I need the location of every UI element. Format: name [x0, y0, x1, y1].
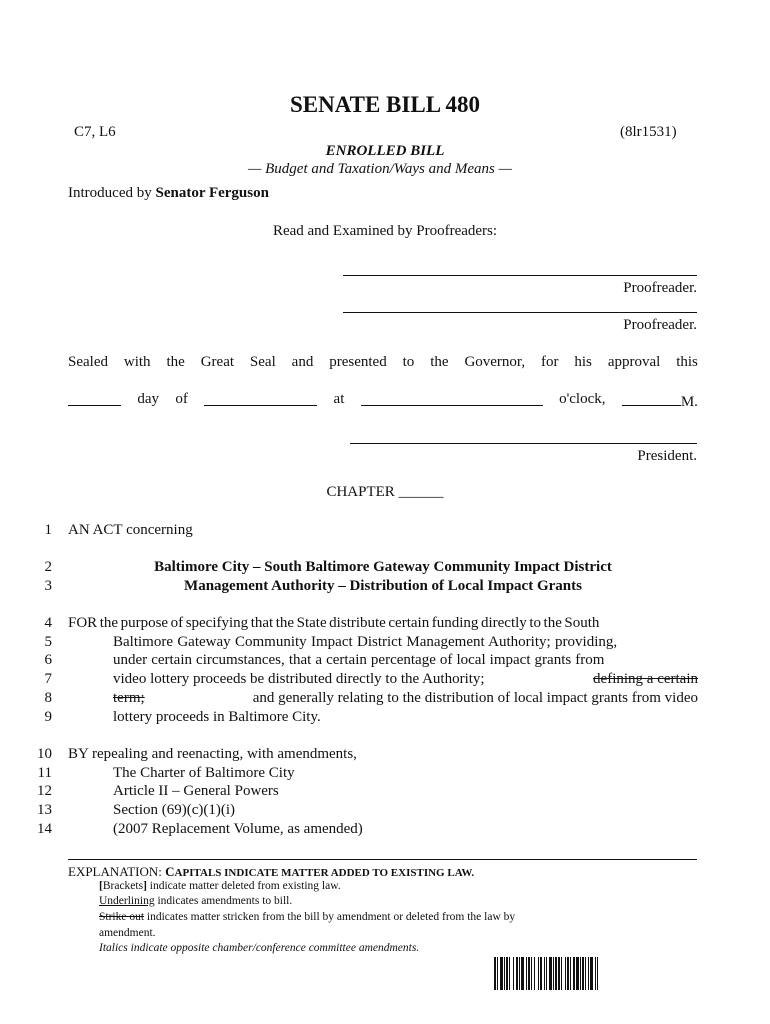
barcode-bar	[590, 957, 593, 990]
line-number: 5	[44, 634, 52, 650]
strike-word: Strike out	[99, 911, 145, 923]
sealed-word: Seal	[249, 354, 276, 370]
barcode-bar	[546, 957, 547, 990]
at-word: at	[333, 391, 345, 407]
sealed-line	[68, 354, 698, 371]
read-examined-text: Read and Examined by Proofreaders:	[272, 223, 498, 239]
capitals-rest: APITALS INDICATE MATTER ADDED TO EXISTING LAW.	[174, 867, 475, 879]
line-number: 7	[44, 671, 52, 687]
explanation-underlining	[99, 895, 292, 907]
time-blank	[361, 391, 543, 406]
barcode-bar	[497, 957, 498, 990]
article-line: Article II – General Powers	[113, 783, 279, 799]
purpose-line-7	[113, 671, 698, 688]
proofreader-1-line	[343, 275, 697, 276]
committee-line: — Budget and Taxation/Ways and Means —	[248, 161, 512, 177]
line-number: 6	[44, 652, 52, 668]
stricken-text: term;	[113, 690, 145, 706]
barcode-bar	[570, 957, 571, 990]
sealed-word: Great	[200, 354, 235, 370]
explanation-divider	[68, 859, 697, 860]
meridiem-suffix: M.	[680, 394, 698, 410]
strike-rest: indicates matter stricken from the bill by amendment or deleted from the law by	[144, 911, 516, 923]
barcode-bar	[540, 957, 542, 990]
sealed-word: and	[291, 354, 314, 370]
barcode-bar	[576, 957, 579, 990]
barcode-bar	[567, 957, 569, 990]
meridiem-field	[622, 391, 698, 411]
purpose-line-4: FOR the purpose of specifying that the State distribute certain funding directly to the South	[68, 615, 600, 631]
sealed-word: for	[540, 354, 559, 370]
date-time-line	[68, 391, 698, 411]
barcode-bar	[561, 957, 562, 990]
sealed-word: presented	[329, 354, 387, 370]
barcode-bar	[588, 957, 589, 990]
sealed-word: this	[676, 354, 698, 370]
line-number: 12	[37, 783, 52, 799]
subject-code: C7, L6	[74, 124, 116, 140]
purpose-line-9: lottery proceeds in Baltimore City.	[113, 709, 321, 725]
explanation-strike	[99, 911, 515, 923]
purpose-line-6: under certain circumstances, that a certain percentage of local impact grants from	[113, 652, 605, 668]
barcode-bar	[528, 957, 530, 990]
underlining-rest: indicates amendments to bill.	[154, 895, 293, 907]
sealed-word: Governor,	[464, 354, 526, 370]
sealed-word: Sealed	[68, 354, 108, 370]
day-word: day	[137, 391, 160, 407]
section-line: Section (69)(c)(1)(i)	[113, 802, 236, 818]
underlining-word: Underlining	[99, 895, 155, 907]
introduced-prefix: Introduced by	[68, 185, 152, 201]
bill-subject-line-2: Management Authority – Distribution of Local Impact Grants	[184, 578, 582, 594]
line-number: 4	[44, 615, 52, 631]
president-label: President.	[637, 448, 697, 464]
barcode-bar	[500, 957, 503, 990]
bracket-close: ]	[143, 880, 147, 892]
barcode-bar	[573, 957, 575, 990]
bill-title: SENATE BILL 480	[289, 92, 481, 117]
of-word: of	[175, 391, 188, 407]
barcode-bar	[534, 957, 535, 990]
line-number: 3	[44, 578, 52, 594]
chapter-line: CHAPTER ______	[326, 484, 444, 500]
barcode-bar	[597, 957, 598, 990]
line-number: 14	[37, 821, 52, 837]
barcode-bar	[516, 957, 518, 990]
capitals-initial: C	[165, 864, 175, 879]
proofreader-1-label: Proofreader.	[623, 280, 697, 296]
bill-type: ENROLLED BILL	[325, 143, 445, 159]
barcode-bar	[549, 957, 552, 990]
explanation-brackets	[99, 880, 341, 892]
bill-subject-line-1: Baltimore City – South Baltimore Gateway Community Impact District	[154, 559, 612, 575]
line-number: 10	[37, 746, 52, 762]
stricken-text: defining a certain	[593, 671, 698, 687]
barcode-bar	[582, 957, 584, 990]
drafting-code: (8lr1531)	[620, 124, 677, 140]
barcode	[494, 957, 680, 990]
day-number-blank	[68, 391, 121, 406]
brackets-rest: indicate matter deleted from existing law.	[146, 880, 341, 892]
purpose-line-7-text: video lottery proceeds be distributed directly to the Authority;	[113, 671, 485, 687]
barcode-bar	[585, 957, 586, 990]
oclock-word: o'clock,	[559, 391, 606, 407]
barcode-bar	[544, 957, 545, 990]
sealed-word: the	[430, 354, 449, 370]
proofreader-2-label: Proofreader.	[623, 317, 697, 333]
barcode-bar	[558, 957, 560, 990]
line-number: 13	[37, 802, 52, 818]
president-line	[350, 443, 697, 444]
barcode-bar	[494, 957, 496, 990]
barcode-bar	[580, 957, 581, 990]
barcode-bar	[504, 957, 505, 990]
brackets-word: Brackets	[102, 880, 144, 892]
sealed-word: the	[166, 354, 185, 370]
explanation-label: EXPLANATION:	[68, 864, 162, 879]
explanation-capitals	[68, 864, 474, 880]
sealed-word: to	[402, 354, 415, 370]
barcode-bar	[506, 957, 508, 990]
introduced-by	[68, 185, 269, 202]
line-number: 8	[44, 690, 52, 706]
sealed-word: his	[574, 354, 592, 370]
explanation-italics: Italics indicate opposite chamber/conference committee amendments.	[99, 942, 420, 954]
charter-line: The Charter of Baltimore City	[113, 765, 295, 781]
sealed-word: with	[123, 354, 151, 370]
meridiem-blank	[622, 391, 681, 406]
purpose-line-8-text: and generally relating to the distribution of local impact grants from video	[252, 690, 698, 706]
bracket-open: [	[99, 880, 103, 892]
line-number: 9	[44, 709, 52, 725]
purpose-line-5: Baltimore Gateway Community Impact District Management Authority; providing,	[113, 634, 618, 650]
sealed-word: approval	[607, 354, 661, 370]
proofreader-2-line	[343, 312, 697, 313]
line-number: 1	[44, 522, 52, 538]
repealing-line: BY repealing and reenacting, with amendments,	[68, 746, 357, 762]
barcode-bar	[531, 957, 532, 990]
barcode-bar	[553, 957, 554, 990]
barcode-bar	[521, 957, 524, 990]
barcode-bar	[519, 957, 520, 990]
volume-line: (2007 Replacement Volume, as amended)	[113, 821, 363, 837]
sponsor-name: Senator Ferguson	[155, 185, 269, 201]
barcode-bar	[526, 957, 527, 990]
explanation-strike-cont: amendment.	[99, 927, 156, 939]
barcode-bar	[513, 957, 514, 990]
month-blank	[204, 391, 317, 406]
act-concerning: AN ACT concerning	[68, 522, 193, 538]
line-number: 11	[37, 765, 52, 781]
barcode-bar	[565, 957, 566, 990]
barcode-bar	[509, 957, 510, 990]
barcode-bar	[555, 957, 557, 990]
line-number: 2	[44, 559, 52, 575]
purpose-line-8	[113, 690, 698, 707]
barcode-bar	[595, 957, 596, 990]
barcode-bar	[538, 957, 539, 990]
